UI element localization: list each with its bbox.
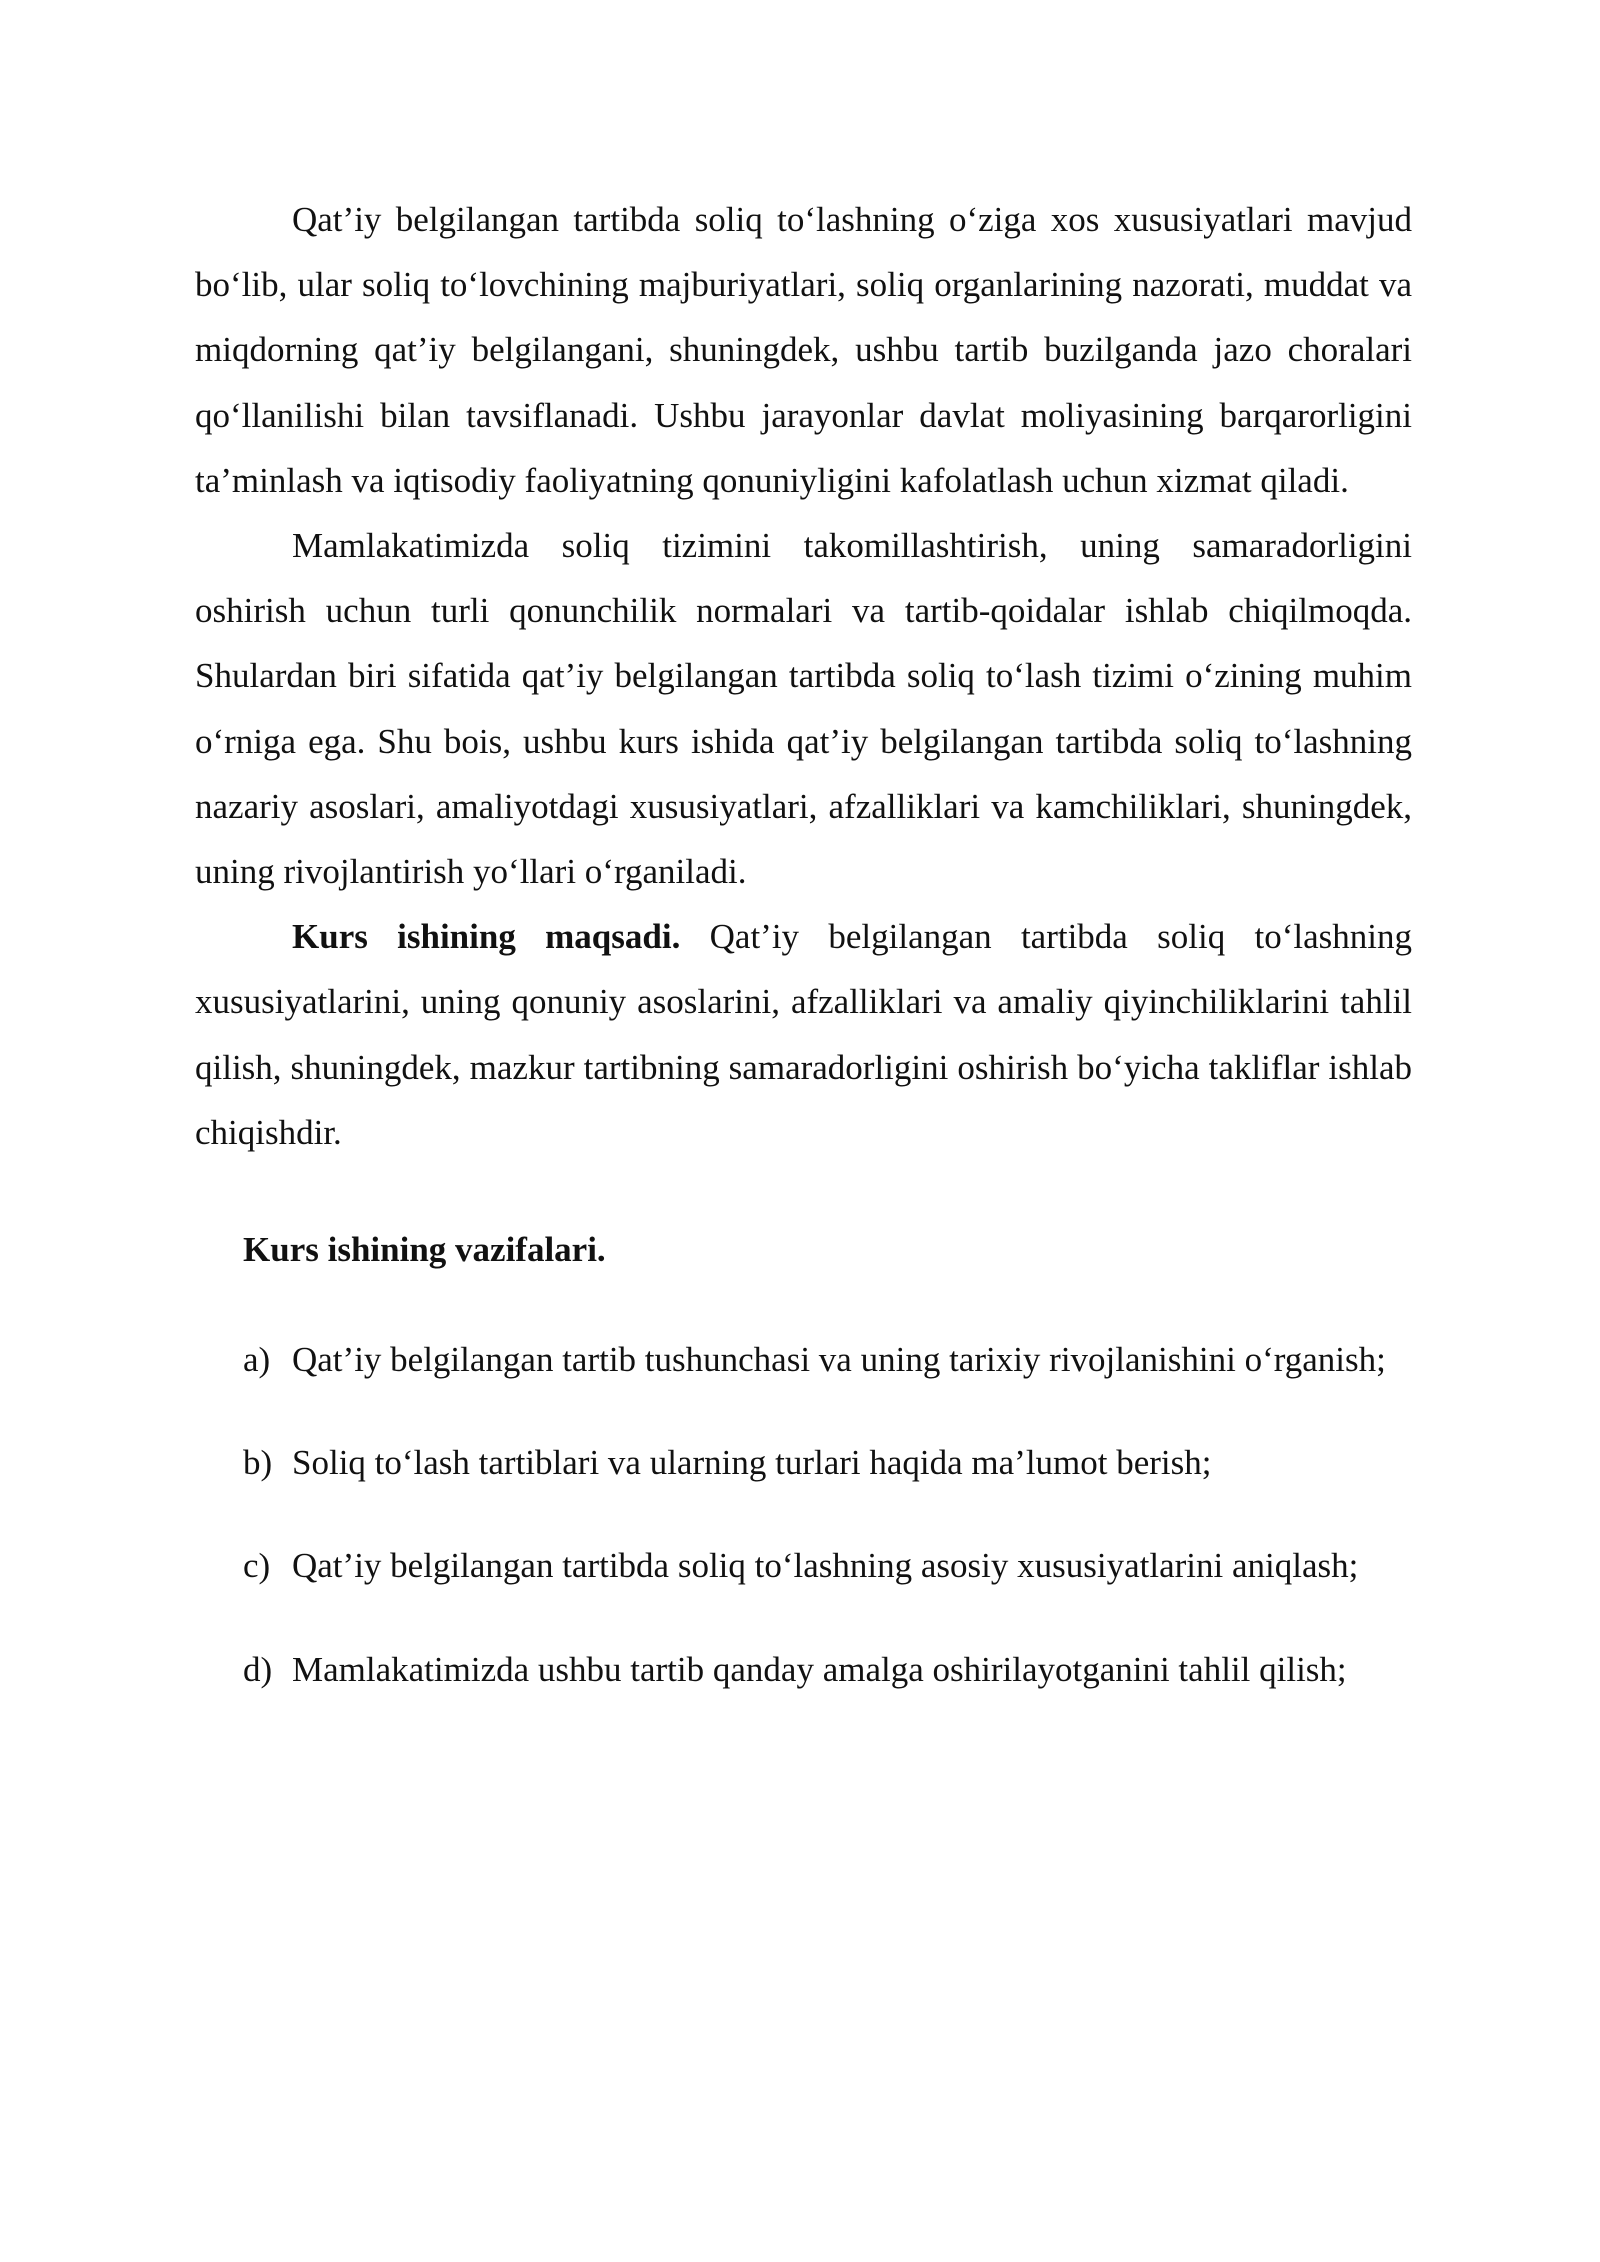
list-item-text: Mamlakatimizda ushbu tartib qanday amalga oshirilayotganini tahlil qilish; xyxy=(292,1649,1347,1689)
purpose-body: Qat’iy belgilangan tartibda soliq to‘lashning xususiyatlarini, uning qonuniy asoslarini, afzalliklari va amaliy qiyinchiliklarini tahlil qilish, shuningdek, mazkur tartibning samaradorligini oshirish bo‘yicha takliflar ishlab chiqishdir. xyxy=(195,917,1413,1152)
purpose-lead: Kurs ishining maqsadi. xyxy=(292,917,681,957)
list-marker: a) xyxy=(243,1340,271,1380)
list-item-text: Qat’iy belgilangan tartibda soliq to‘lashning asosiy xususiyatlarini aniqlash; xyxy=(292,1546,1359,1586)
list-item xyxy=(243,1637,1412,1702)
document-page xyxy=(195,187,1412,1702)
list-item xyxy=(243,1430,1412,1495)
paragraph-purpose xyxy=(195,904,1412,1165)
list-item xyxy=(243,1327,1412,1392)
list-item xyxy=(243,1533,1412,1598)
list-marker: d) xyxy=(243,1649,273,1689)
list-marker: b) xyxy=(243,1443,273,1483)
list-item-text: Soliq to‘lash tartiblari va ularning turlari haqida ma’lumot berish; xyxy=(292,1443,1212,1483)
tasks-heading: Kurs ishining vazifalari. xyxy=(243,1230,606,1270)
list-item-text: Qat’iy belgilangan tartib tushunchasi va uning tarixiy rivojlanishini o‘rganish; xyxy=(292,1340,1386,1380)
paragraph-tax-system: Mamlakatimizda soliq tizimini takomillashtirish, uning samaradorligini oshirish uchun turli qonunchilik normalari va tartib-qoidalar ishlab chiqilmoqda. Shulardan biri sifatida qat’iy belgilangan tartibda soliq to‘lash tizimi o‘zining muhim o‘rniga ega. Shu bois, ushbu kurs ishida qat’iy belgilangan tartibda soliq to‘lashning nazariy asoslari, amaliyotdagi xususiyatlari, afzalliklari va kamchiliklari, shuningdek, uning rivojlantirish yo‘llari o‘rganiladi. xyxy=(195,526,1412,892)
paragraph-features: Qat’iy belgilangan tartibda soliq to‘lashning o‘ziga xos xususiyatlari mavjud bo‘lib, ular soliq to‘lovchining majburiyatlari, soliq organlarining nazorati, muddat va miqdorning qat’iy belgilangani, shuningdek, ushbu tartib buzilganda jazo choralari qo‘llanilishi bilan tavsiflanadi. Ushbu jarayonlar davlat moliyasining barqarorligini ta’minlash va iqtisodiy faoliyatning qonuniyligini kafolatlash uchun xizmat qiladi. xyxy=(195,200,1412,500)
tasks-list xyxy=(195,1327,1412,1702)
list-marker: c) xyxy=(243,1546,271,1586)
